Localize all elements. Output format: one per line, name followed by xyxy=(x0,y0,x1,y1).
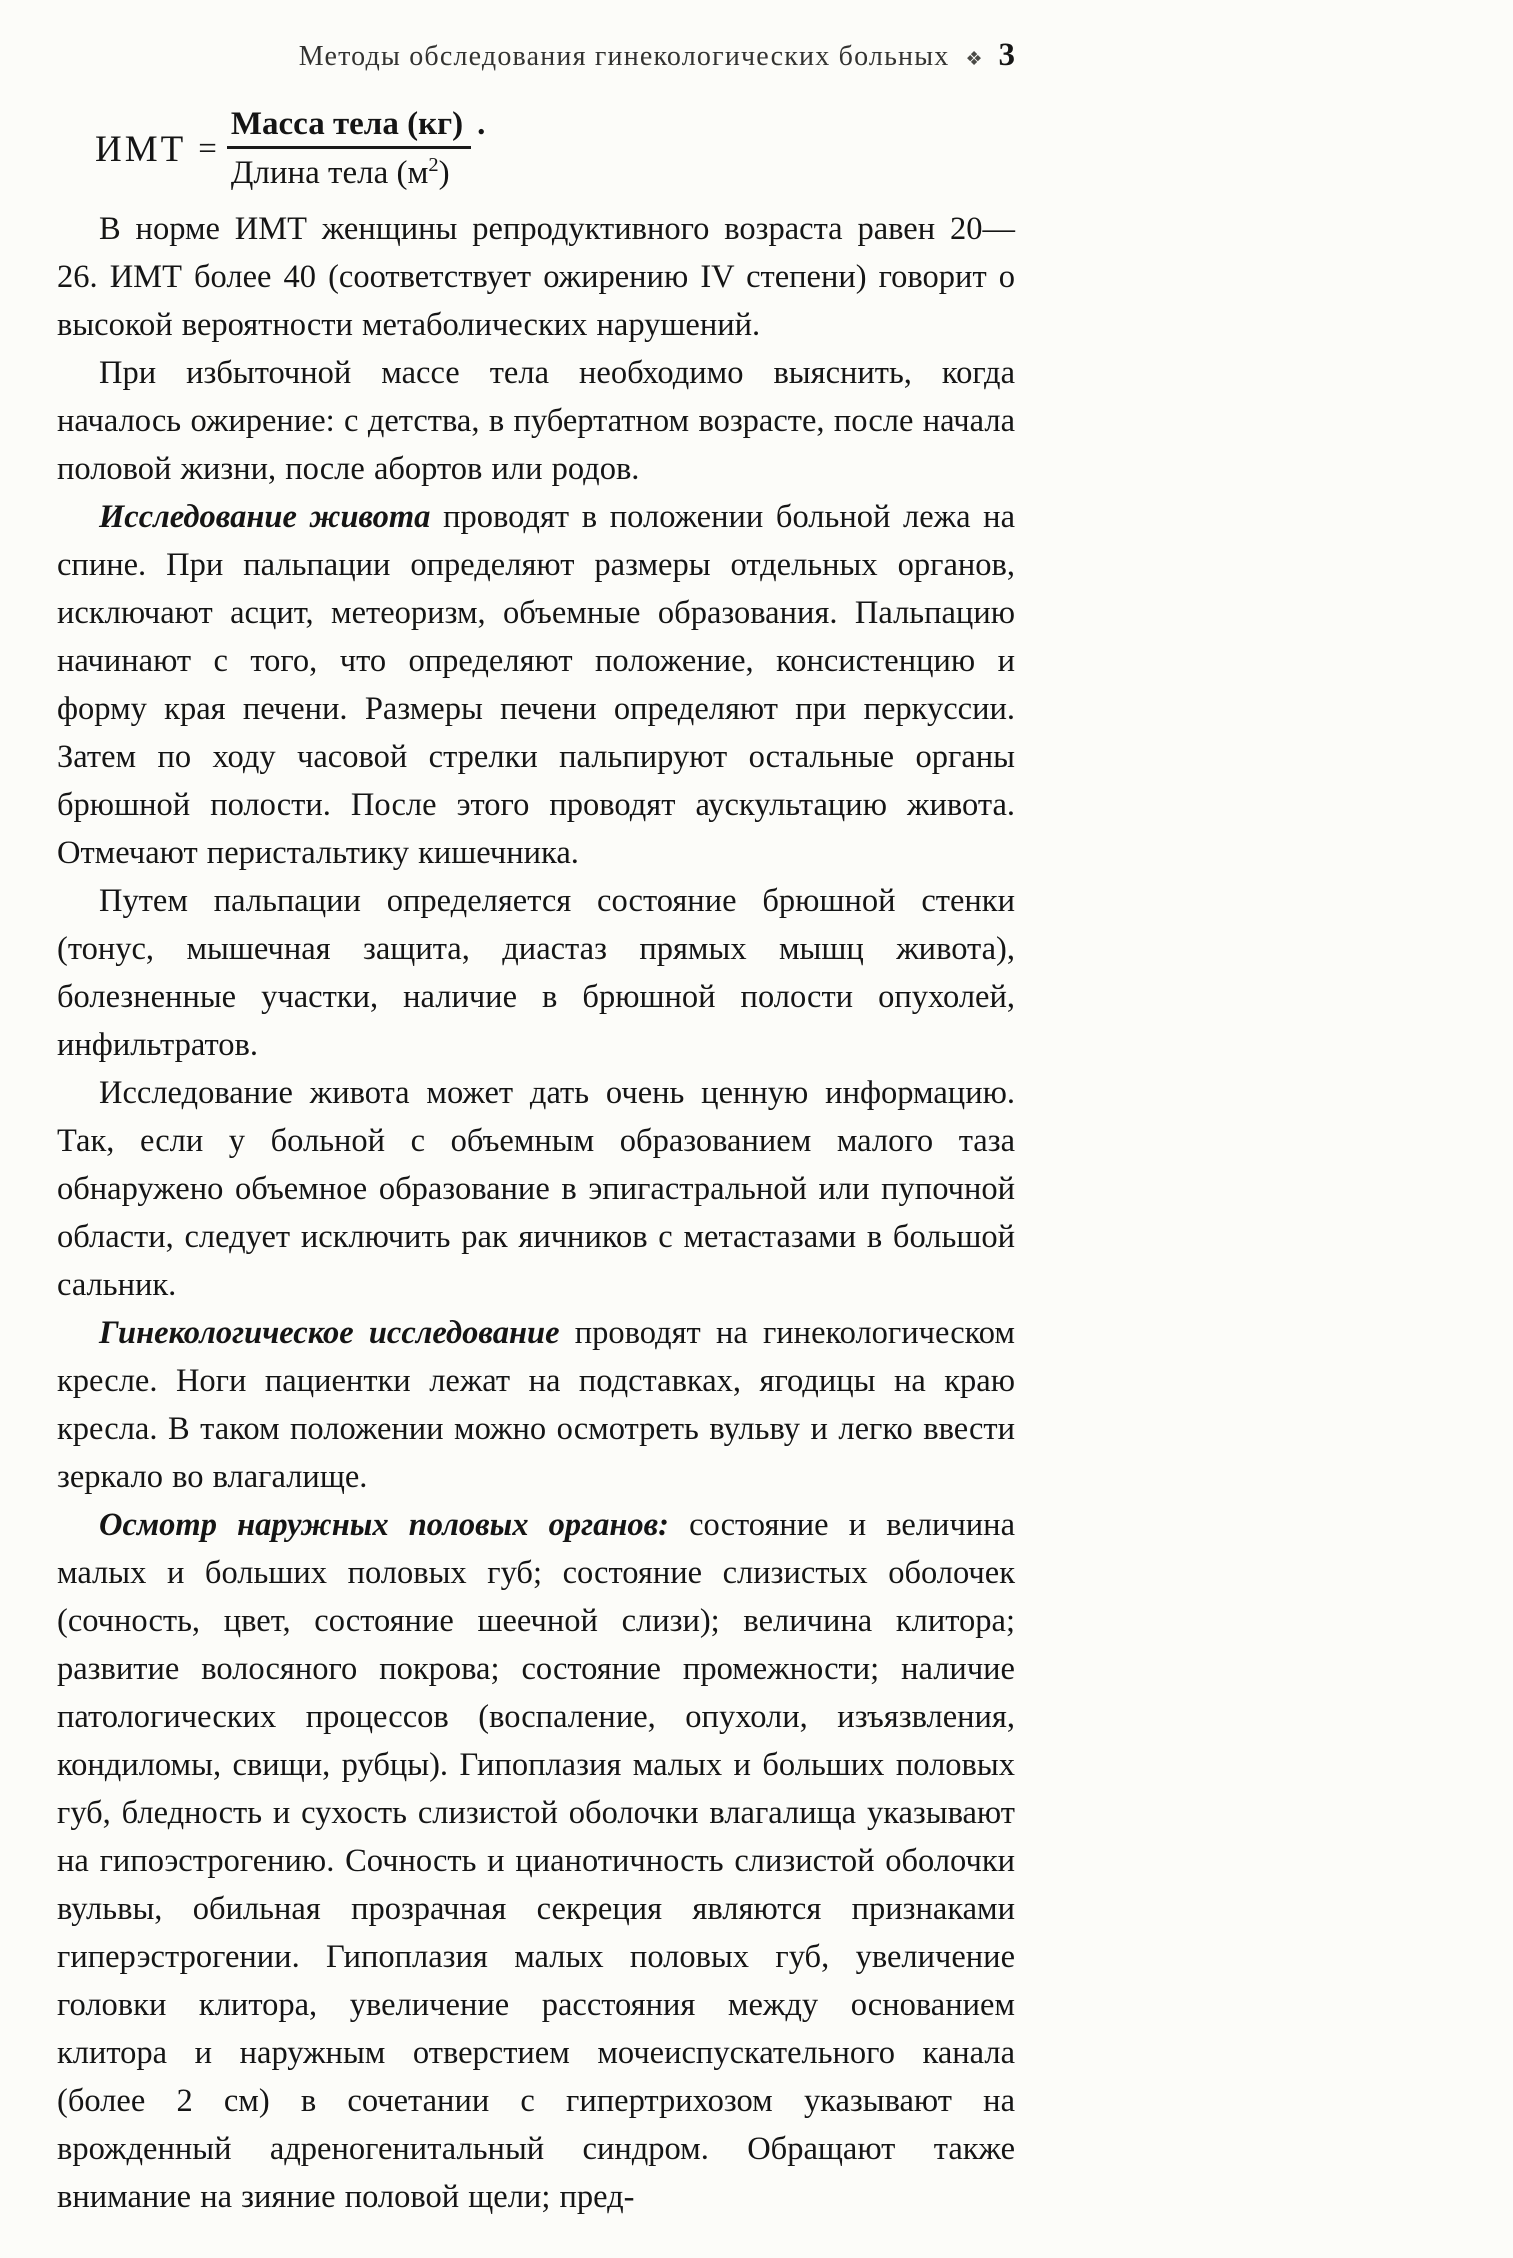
paragraph xyxy=(57,1309,1015,1501)
formula-numerator: Масса тела (кг) xyxy=(227,103,471,149)
formula-fraction xyxy=(227,103,471,195)
page-number: 3 xyxy=(998,37,1015,73)
formula-denominator-sup: 2 xyxy=(428,154,439,176)
bmi-formula xyxy=(95,103,1015,195)
formula-period: . xyxy=(477,106,486,142)
paragraph-text: проводят на гинекологическом кресле. Ноги пациентки лежат на подставках, ягодицы на краю кресла. В таком положении можно осмотреть вульву и легко ввести зеркало во влагалище. xyxy=(57,1315,1015,1495)
paragraph-lead: Исследование живота xyxy=(99,499,431,535)
formula-denominator-close: ) xyxy=(438,155,450,191)
paragraph xyxy=(57,1501,1015,2221)
paragraph-lead: Осмотр наружных половых органов: xyxy=(99,1507,669,1543)
paragraph xyxy=(57,493,1015,877)
diamond-icon: ❖ xyxy=(965,49,983,70)
paragraph-text: В норме ИМТ женщины репродуктивного возраста равен 20—26. ИМТ более 40 (соответствует ожирению IV степени) говорит о высокой вероятности метаболических нарушений. xyxy=(57,211,1015,343)
paragraph-text: Исследование живота может дать очень ценную информацию. Так, если у больной с объемным образованием малого таза обнаружено объемное образование в эпигастральной или пупочной области, следует исключить рак яичников с метастазами в большой сальник. xyxy=(57,1075,1015,1303)
paragraph xyxy=(57,205,1015,349)
paragraph xyxy=(57,877,1015,1069)
paragraph xyxy=(57,349,1015,493)
paragraph-text: При избыточной массе тела необходимо выяснить, когда началось ожирение: с детства, в пубертатном возрасте, после начала половой жизни, после абортов или родов. xyxy=(57,355,1015,487)
paragraph-lead: Гинекологическое исследование xyxy=(99,1315,560,1351)
text-block xyxy=(57,38,1015,2221)
paragraph xyxy=(57,1069,1015,1309)
running-head xyxy=(57,38,1015,77)
formula-equals: = xyxy=(198,130,217,167)
formula-denominator-base: Длина тела (м xyxy=(230,155,429,191)
paragraph-text: Путем пальпации определяется состояние брюшной стенки (тонус, мышечная защита, диастаз прямых мышц живота), болезненные участки, наличие в брюшной полости опухолей, инфильтратов. xyxy=(57,883,1015,1063)
running-head-title: Методы обследования гинекологических больных xyxy=(298,41,950,72)
paragraph-text: проводят в положении больной лежа на спине. При пальпации определяют размеры отдельных органов, исключают асцит, метеоризм, объемные образования. Пальпацию начинают с того, что определяют положение, консистенцию и форму края печени. Размеры печени определяют при перкуссии. Затем по ходу часовой стрелки пальпируют остальные органы брюшной полости. После этого проводят аускультацию живота. Отмечают перистальтику кишечника. xyxy=(57,499,1015,871)
paragraph-text: состояние и величина малых и больших половых губ; состояние слизистых оболочек (сочность, цвет, состояние шеечной слизи); величина клитора; развитие волосяного покрова; состояние промежности; наличие патологических процессов (воспаление, опухоли, изъязвления, кондиломы, свищи, рубцы). Гипоплазия малых и больших половых губ, бледность и сухость слизистой оболочки влагалища указывают на гипоэстрогению. Сочность и цианотичность слизистой оболочки вульвы, обильная прозрачная секреция являются признаками гиперэстрогении. Гипоплазия малых половых губ, увеличение головки клитора, увеличение расстояния между основанием клитора и наружным отверстием мочеиспускательного канала (более 2 см) в сочетании с гипертрихозом указывают на врожденный адреногенитальный синдром. Обращают также внимание на зияние половой щели; пред- xyxy=(57,1507,1015,2215)
formula-lhs: ИМТ xyxy=(95,128,187,170)
body-text xyxy=(57,205,1015,2221)
formula-denominator xyxy=(227,149,450,195)
